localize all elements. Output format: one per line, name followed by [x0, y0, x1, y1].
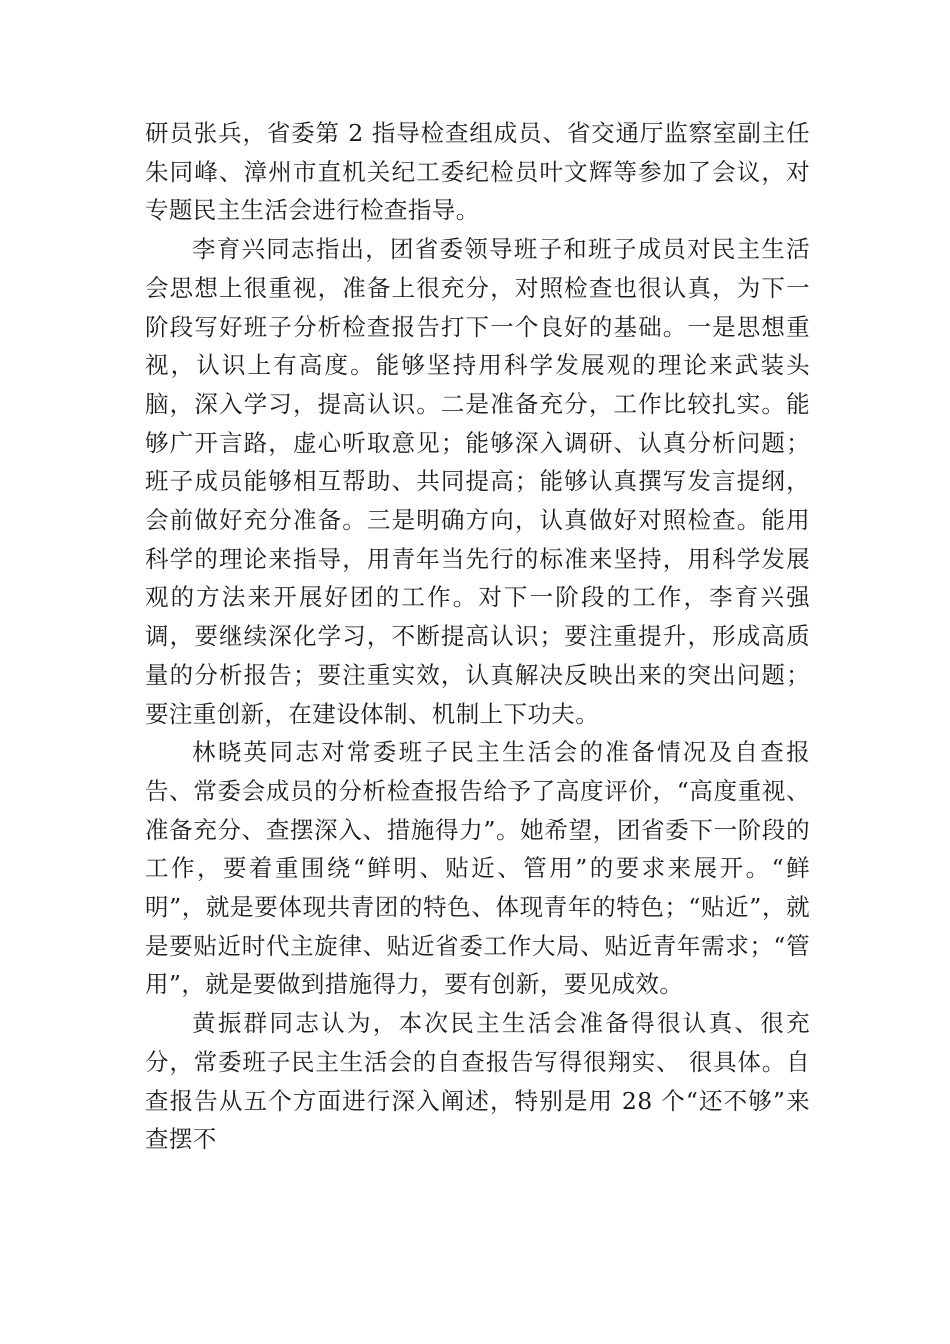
paragraph-continuation: 研员张兵，省委第 2 指导检查组成员、省交通厅监察室副主任朱同峰、漳州市直机关纪工委纪检员叶文辉等参加了会议，对专题民主生活会进行检查指导。: [145, 119, 810, 225]
paragraph-huang-zhenqun: 黄振群同志认为，本次民主生活会准备得很认真、很充分，常委班子民主生活会的自查报告写得很翔实、 很具体。自查报告从五个方面进行深入阐述，特别是用 28 个“还不够”来查摆不: [145, 1009, 810, 1154]
document-page: [145, 114, 810, 1159]
paragraph-li-yuxing: 李育兴同志指出，团省委领导班子和班子成员对民主生活会思想上很重视，准备上很充分，对照检查也很认真，为下一阶段写好班子分析检查报告打下一个良好的基础。一是思想重视，认识上有高度。能够坚持用科学发展观的理论来武装头脑，深入学习，提高认识。二是准备充分，工作比较扎实。能够广开言路，虚心听取意见；能够深入调研、认真分析问题；班子成员能够相互帮助、共同提高；能够认真撰写发言提纲，会前做好充分准备。三是明确方向，认真做好对照检查。能用科学的理论来指导，用青年当先行的标准来坚持，用科学发展观的方法来开展好团的工作。对下一阶段的工作，李育兴强调，要继续深化学习，不断提高认识；要注重提升，形成高质量的分析报告；要注重实效，认真解决反映出来的突出问题；要注重创新，在建设体制、机制上下功夫。: [145, 235, 810, 728]
paragraph-lin-xiaoying: 林晓英同志对常委班子民主生活会的准备情况及自查报告、常委会成员的分析检查报告给予了高度评价，“高度重视、准备充分、查摆深入、措施得力”。她希望，团省委下一阶段的工作，要着重围绕“鲜明、贴近、管用”的要求来展开。“鲜明”，就是要体现共青团的特色、体现青年的特色；“贴近”，就是要贴近时代主旋律、贴近省委工作大局、贴近青年需求；“管用”，就是要做到措施得力，要有创新，要见成效。: [145, 738, 810, 999]
